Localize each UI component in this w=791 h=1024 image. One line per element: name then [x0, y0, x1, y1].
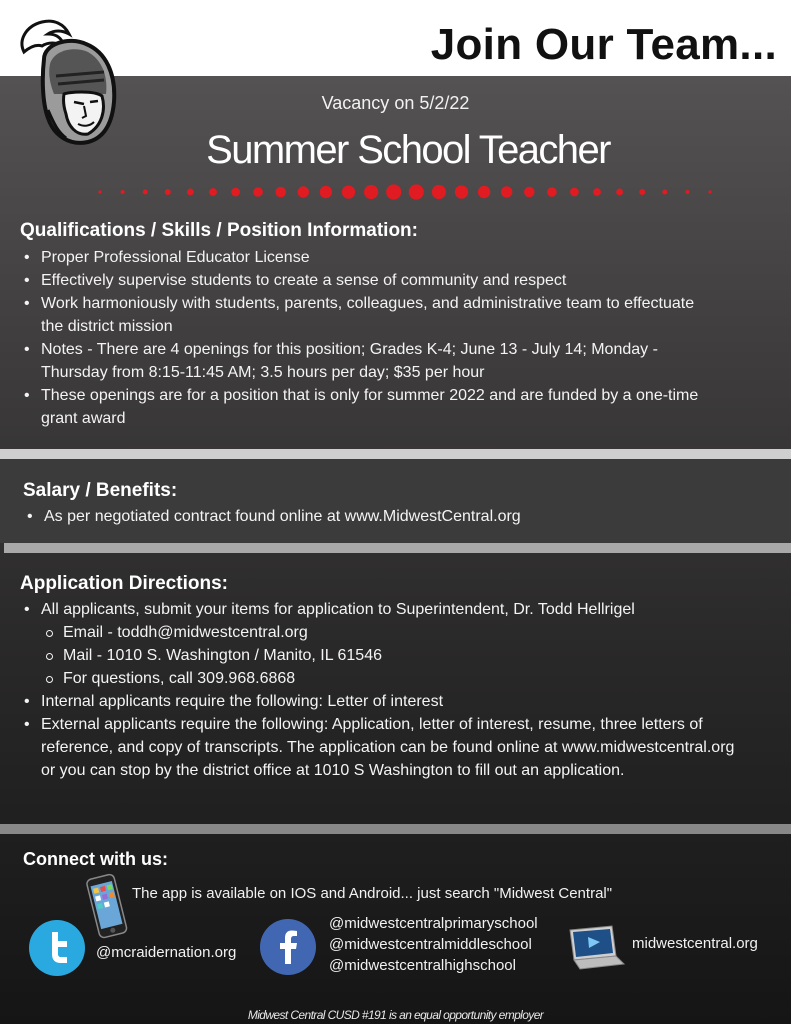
page-title: Join Our Team...	[430, 20, 777, 69]
contact-sublist	[41, 621, 740, 690]
application-intro: All applicants, submit your items for application to Superintendent, Dr. Todd Hellrigel	[41, 601, 635, 618]
application-heading: Application Directions:	[20, 573, 228, 594]
qualifications-heading: Qualifications / Skills / Position Information:	[20, 220, 418, 241]
salary-list	[23, 505, 723, 528]
facebook-icon[interactable]	[259, 918, 317, 976]
red-dot	[275, 187, 286, 198]
connect-heading: Connect with us:	[23, 849, 168, 869]
contact-email[interactable]: Email - toddh@midwestcentral.org	[41, 621, 740, 644]
application-list	[20, 598, 740, 782]
red-dot	[364, 185, 378, 199]
section-divider	[0, 449, 791, 459]
red-dot	[342, 185, 355, 198]
smartphone-icon	[81, 872, 133, 942]
red-dot	[501, 186, 512, 197]
facebook-pages	[329, 913, 538, 976]
red-dot	[708, 190, 711, 193]
red-dot	[209, 188, 217, 196]
contact-phone[interactable]: For questions, call 309.968.6868	[41, 667, 740, 690]
red-dot	[455, 185, 468, 198]
red-dot	[524, 187, 535, 198]
red-dot	[320, 186, 332, 198]
list-item	[20, 598, 740, 690]
decorative-dot-divider	[90, 182, 720, 202]
red-dot	[432, 185, 446, 199]
list-item: • These openings are for a position that is only for summer 2022 and are funded by a one-time grant award	[20, 384, 720, 430]
red-dot	[143, 189, 148, 194]
list-item: • Proper Professional Educator License	[20, 246, 720, 269]
list-item: • Notes - There are 4 openings for this position; Grades K-4; June 13 - July 14; Monday - Thursday from 8:15-11:45 AM; 3.5 hours per day; $35 per hour	[20, 338, 720, 384]
red-dot	[98, 190, 101, 193]
red-dot	[639, 189, 645, 195]
red-dot	[570, 188, 579, 197]
red-dot	[616, 189, 623, 196]
app-availability-text: The app is available on IOS and Android... just search "Midwest Central"	[132, 885, 613, 902]
facebook-page-middle[interactable]: @midwestcentralmiddleschool	[329, 936, 532, 953]
vacancy-date: Vacancy on 5/2/22	[321, 93, 470, 113]
red-dot	[478, 186, 490, 198]
red-dot	[547, 187, 557, 197]
job-title: Summer School Teacher	[206, 128, 610, 172]
red-dot	[187, 189, 194, 196]
red-dot	[662, 189, 667, 194]
red-dot	[253, 187, 263, 197]
red-dot	[298, 186, 309, 197]
section-divider	[4, 543, 791, 553]
equal-opportunity-footer: Midwest Central CUSD #191 is an equal opportunity employer	[247, 1008, 544, 1022]
list-item: • External applicants require the following: Application, letter of interest, resume, three letters of reference, and copy of transcripts. The application can be found online at www.midwestcentral.org or you can stop by the district office at 1010 S Washington to fill out an application.	[20, 713, 740, 782]
red-dot	[685, 190, 689, 194]
facebook-page-high[interactable]: @midwestcentralhighschool	[329, 957, 516, 974]
red-dot	[121, 190, 125, 194]
red-dot	[409, 184, 424, 199]
qualifications-list	[20, 246, 720, 430]
section-divider	[0, 824, 791, 834]
contact-mail: Mail - 1010 S. Washington / Manito, IL 61546	[41, 644, 740, 667]
list-item: • Effectively supervise students to create a sense of community and respect	[20, 269, 720, 292]
laptop-icon	[564, 920, 626, 972]
red-dot	[165, 189, 171, 195]
twitter-icon[interactable]	[27, 918, 87, 978]
red-dot	[231, 188, 240, 197]
list-item: • Internal applicants require the following: Letter of interest	[20, 690, 740, 713]
facebook-page-primary[interactable]: @midwestcentralprimaryschool	[329, 915, 538, 932]
website-link[interactable]: midwestcentral.org	[632, 935, 758, 952]
list-item: • As per negotiated contract found online at www.MidwestCentral.org	[23, 505, 723, 528]
twitter-handle[interactable]: @mcraidernation.org	[96, 944, 237, 961]
red-dot	[593, 188, 601, 196]
red-dot	[386, 184, 401, 199]
list-item: • Work harmoniously with students, parents, colleagues, and administrative team to effectuate the district mission	[20, 292, 720, 338]
salary-heading: Salary / Benefits:	[23, 480, 178, 501]
